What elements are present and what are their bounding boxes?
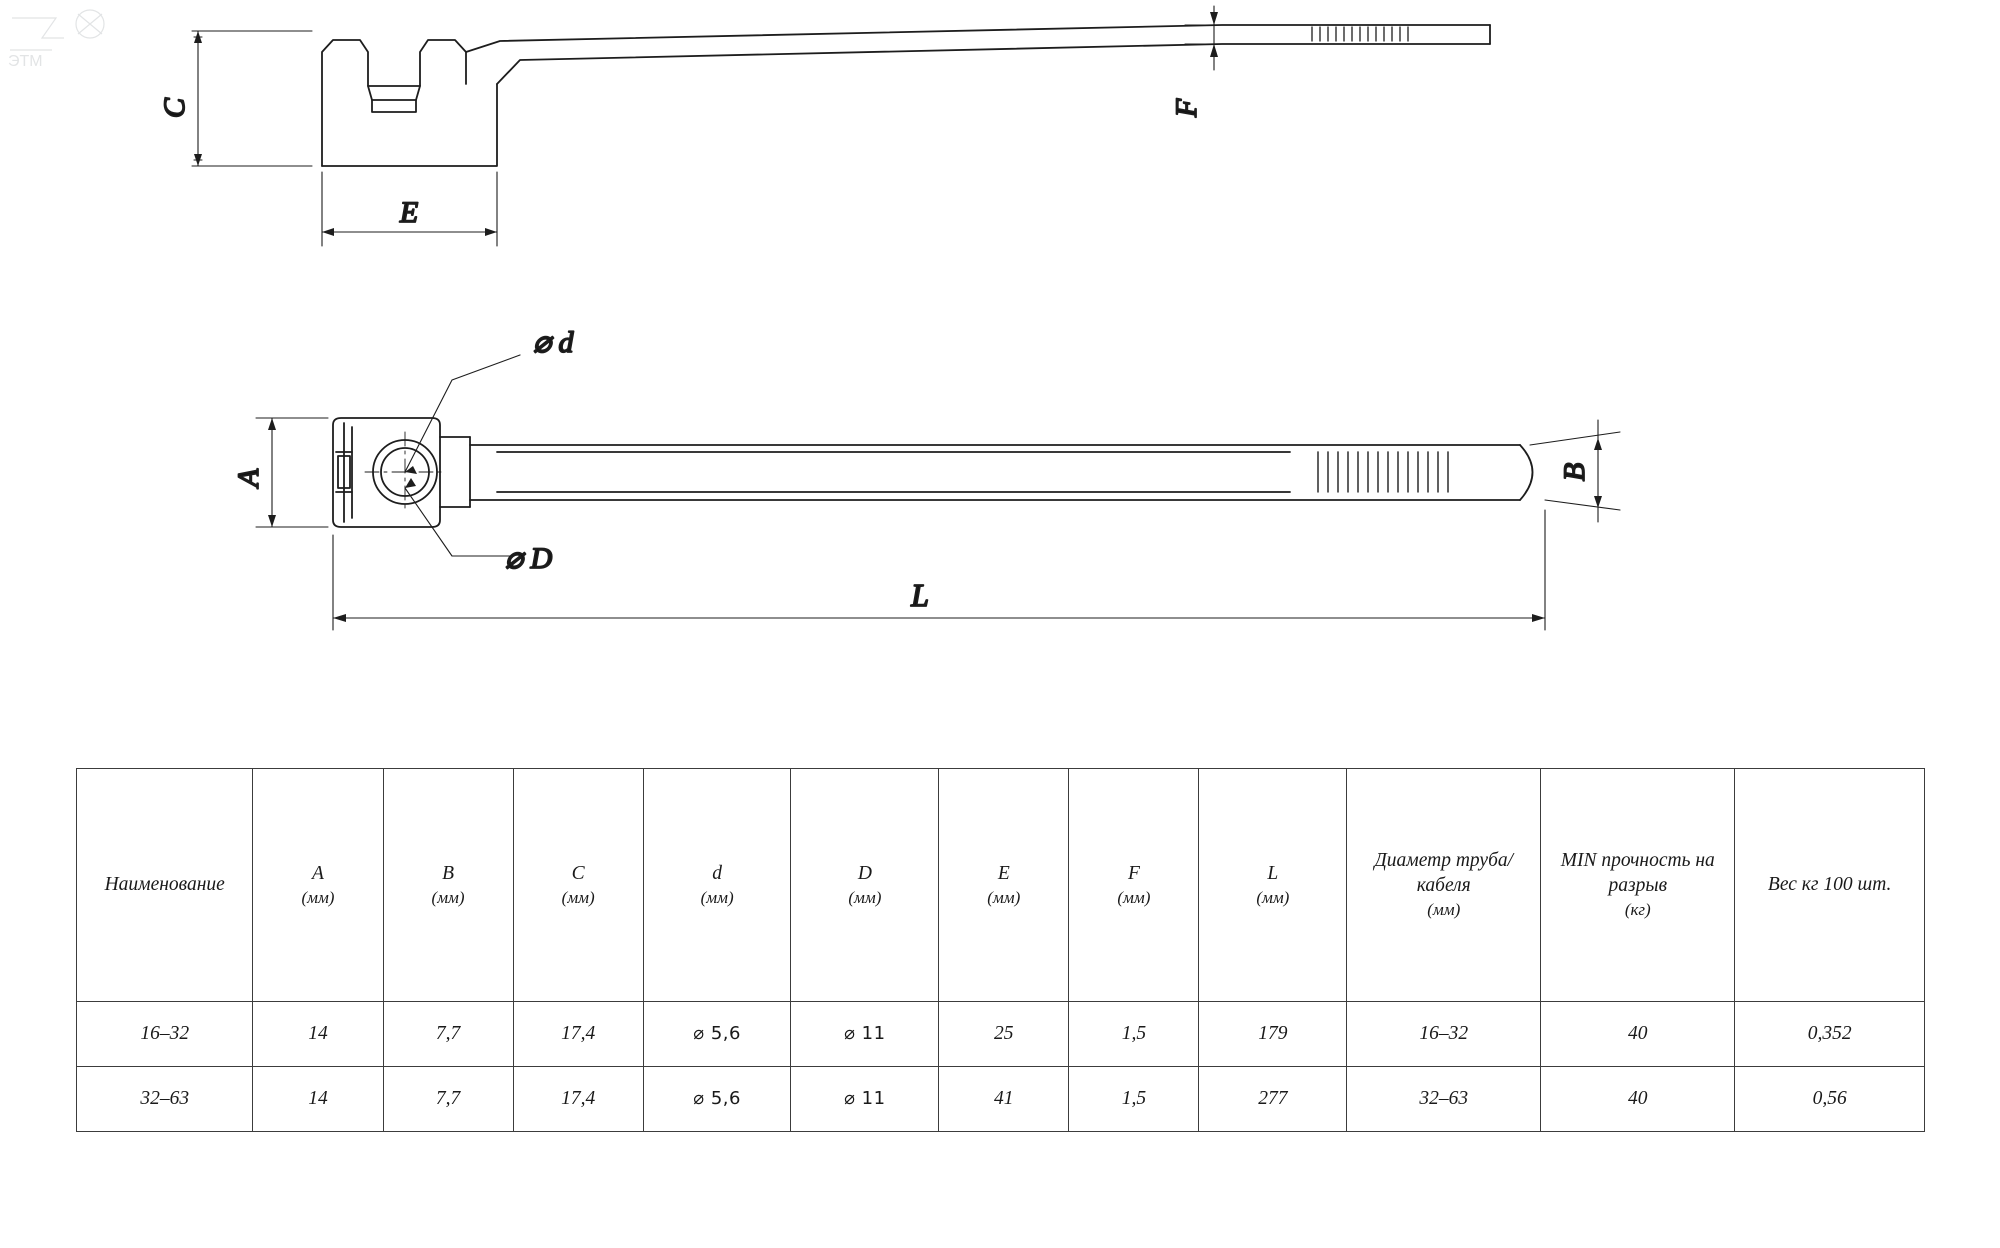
- label-b: B: [1558, 462, 1591, 482]
- cell-f: 1,5: [1069, 1067, 1199, 1132]
- header-weight: Вес кг 100 шт.: [1735, 769, 1925, 1002]
- cell-d-small: ⌀ 5,6: [643, 1002, 791, 1067]
- cell-d-large: ⌀ 11: [791, 1067, 939, 1132]
- cell-pipe: 32–63: [1347, 1067, 1541, 1132]
- cell-e: 25: [939, 1002, 1069, 1067]
- label-l: L: [911, 577, 929, 613]
- cell-a: 14: [253, 1067, 383, 1132]
- cell-c: 17,4: [513, 1002, 643, 1067]
- cell-name: 16–32: [77, 1002, 253, 1067]
- header-a: A (мм): [253, 769, 383, 1002]
- header-min-strength: MIN прочность на разрыв (кг): [1541, 769, 1735, 1002]
- label-c: C: [158, 97, 191, 119]
- table-row: [77, 1067, 1925, 1132]
- cell-strength: 40: [1541, 1002, 1735, 1067]
- svg-text:ЭТМ: ЭТМ: [8, 53, 43, 70]
- cell-a: 14: [253, 1002, 383, 1067]
- header-name: Наименование: [77, 769, 253, 1002]
- table-row: [77, 1002, 1925, 1067]
- specification-table: [76, 768, 1925, 1132]
- cell-name: 32–63: [77, 1067, 253, 1132]
- dimension-c: [192, 31, 312, 166]
- table-header-row: [77, 769, 1925, 1002]
- header-d-small: d (мм): [643, 769, 791, 1002]
- header-d-large: D (мм): [791, 769, 939, 1002]
- top-view-shape: [333, 418, 1533, 527]
- label-diameter-d-small: ⌀ d: [533, 326, 574, 359]
- header-e: E (мм): [939, 769, 1069, 1002]
- header-b: B (мм): [383, 769, 513, 1002]
- cell-d-small: ⌀ 5,6: [643, 1067, 791, 1132]
- header-pipe-diameter: Диаметр труба/кабеля (мм): [1347, 769, 1541, 1002]
- header-f: F (мм): [1069, 769, 1199, 1002]
- cell-b: 7,7: [383, 1002, 513, 1067]
- header-c: C (мм): [513, 769, 643, 1002]
- dimension-f: [1185, 6, 1258, 70]
- cell-d-large: ⌀ 11: [791, 1002, 939, 1067]
- cell-pipe: 16–32: [1347, 1002, 1541, 1067]
- cell-b: 7,7: [383, 1067, 513, 1132]
- cell-l: 179: [1199, 1002, 1347, 1067]
- label-a: A: [232, 468, 265, 488]
- label-e: E: [399, 196, 419, 229]
- cell-weight: 0,352: [1735, 1002, 1925, 1067]
- header-l: L (мм): [1199, 769, 1347, 1002]
- dimension-a: [256, 418, 328, 527]
- label-f: F: [1170, 98, 1203, 118]
- cell-strength: 40: [1541, 1067, 1735, 1132]
- cell-f: 1,5: [1069, 1002, 1199, 1067]
- label-diameter-d-large: ⌀ D: [505, 542, 553, 575]
- side-view-shape: [322, 25, 1490, 166]
- cell-e: 41: [939, 1067, 1069, 1132]
- cell-l: 277: [1199, 1067, 1347, 1132]
- cell-weight: 0,56: [1735, 1067, 1925, 1132]
- cell-c: 17,4: [513, 1067, 643, 1132]
